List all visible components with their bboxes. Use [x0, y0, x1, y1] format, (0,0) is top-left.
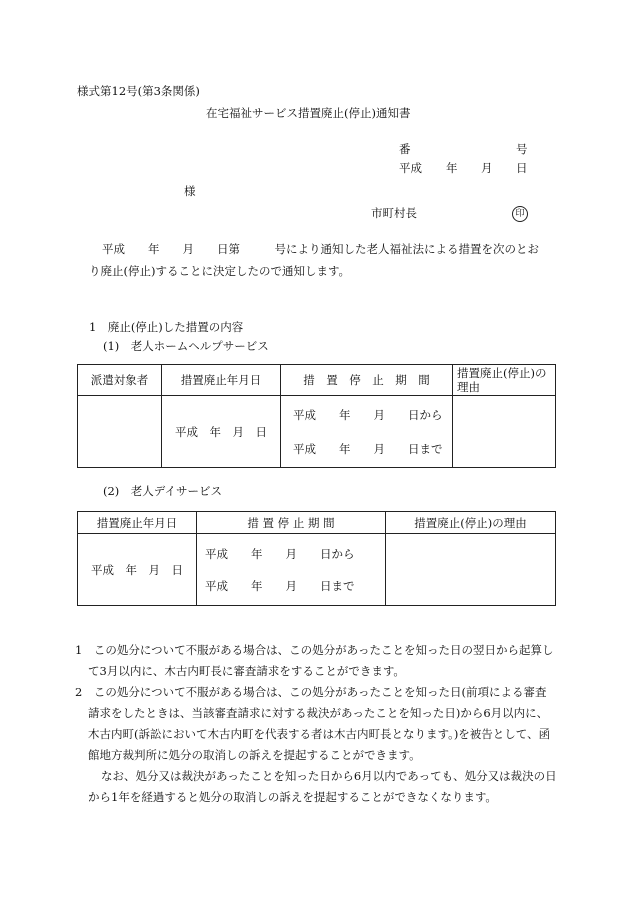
intro-line2: り廃止(停止)することに決定したので通知します。: [89, 264, 351, 278]
t2-cell-reason: [386, 534, 556, 606]
t2-header-reason: 措置廃止(停止)の理由: [386, 512, 556, 534]
t1-header-stop-period: 措 置 停 止 期 間: [281, 365, 453, 396]
sender-label: 市町村長: [371, 206, 417, 220]
addressee-sama: 様: [184, 184, 196, 198]
section1-sub1: (1) 老人ホームヘルプサービス: [103, 339, 269, 353]
t2-cell-period: [197, 534, 386, 606]
ref-ban: 番: [399, 142, 411, 156]
ref-day: 日: [516, 161, 528, 175]
page-title: 在宅福祉サービス措置廃止(停止)通知書: [206, 106, 411, 120]
t1-cell-reason: [453, 396, 556, 468]
seal-icon: 印: [512, 206, 528, 222]
t2-header-end-date: 措置廃止年月日: [78, 512, 197, 534]
t2-period-to: 平成 年 月 日まで: [205, 578, 355, 593]
t1-header-reason: 措置廃止(停止)の理由: [453, 365, 556, 396]
ref-era: 平成: [399, 161, 422, 175]
ref-month: 月: [481, 161, 493, 175]
t2-cell-date: 平成 年 月 日: [78, 534, 197, 606]
note-2: 2 この処分について不服がある場合は、この処分があったことを知った日(前項による審査請求をしたときは、当該審査請求に対する裁決があったことを知った日)から6月以内に、木古内町(訴訟において木古内町を代表する者は木古内町長となります。)を被告として、函館地方裁判所に処分の取消しの訴えを提起することができます。: [75, 685, 551, 762]
t1-period-to: 平成 年 月 日まで: [293, 441, 443, 456]
intro-line1: 平成 年 月 日第 号により通知した老人福祉法による措置を次のとお: [102, 242, 539, 256]
t1-cell-date: 平成 年 月 日: [162, 396, 281, 468]
form-number: 様式第12号(第3条関係): [77, 84, 200, 98]
t1-header-end-date: 措置廃止年月日: [162, 365, 281, 396]
table-home-help: [77, 364, 556, 468]
t1-period-from: 平成 年 月 日から: [293, 407, 443, 422]
t1-cell-target: [78, 396, 162, 468]
t1-cell-period: [281, 396, 453, 468]
notes: [75, 640, 557, 808]
section1-sub2: (2) 老人デイサービス: [103, 484, 222, 498]
note-1: 1 この処分について不服がある場合は、この処分があったことを知った日の翌日から起算して3月以内に、木古内町長に審査請求をすることができます。: [75, 643, 554, 678]
ref-year: 年: [446, 161, 458, 175]
t1-header-target: 派遣対象者: [78, 365, 162, 396]
section1-heading: 1 廃止(停止)した措置の内容: [89, 320, 244, 334]
table-day-service: [77, 511, 556, 606]
t2-period-from: 平成 年 月 日から: [205, 546, 355, 561]
note-3: なお、処分又は裁決があったことを知った日から6月以内であっても、処分又は裁決の日から1年を経過すると処分の取消しの訴えを提起することができなくなります。: [88, 769, 557, 804]
ref-go: 号: [516, 142, 528, 156]
t2-header-stop-period: 措 置 停 止 期 間: [197, 512, 386, 534]
